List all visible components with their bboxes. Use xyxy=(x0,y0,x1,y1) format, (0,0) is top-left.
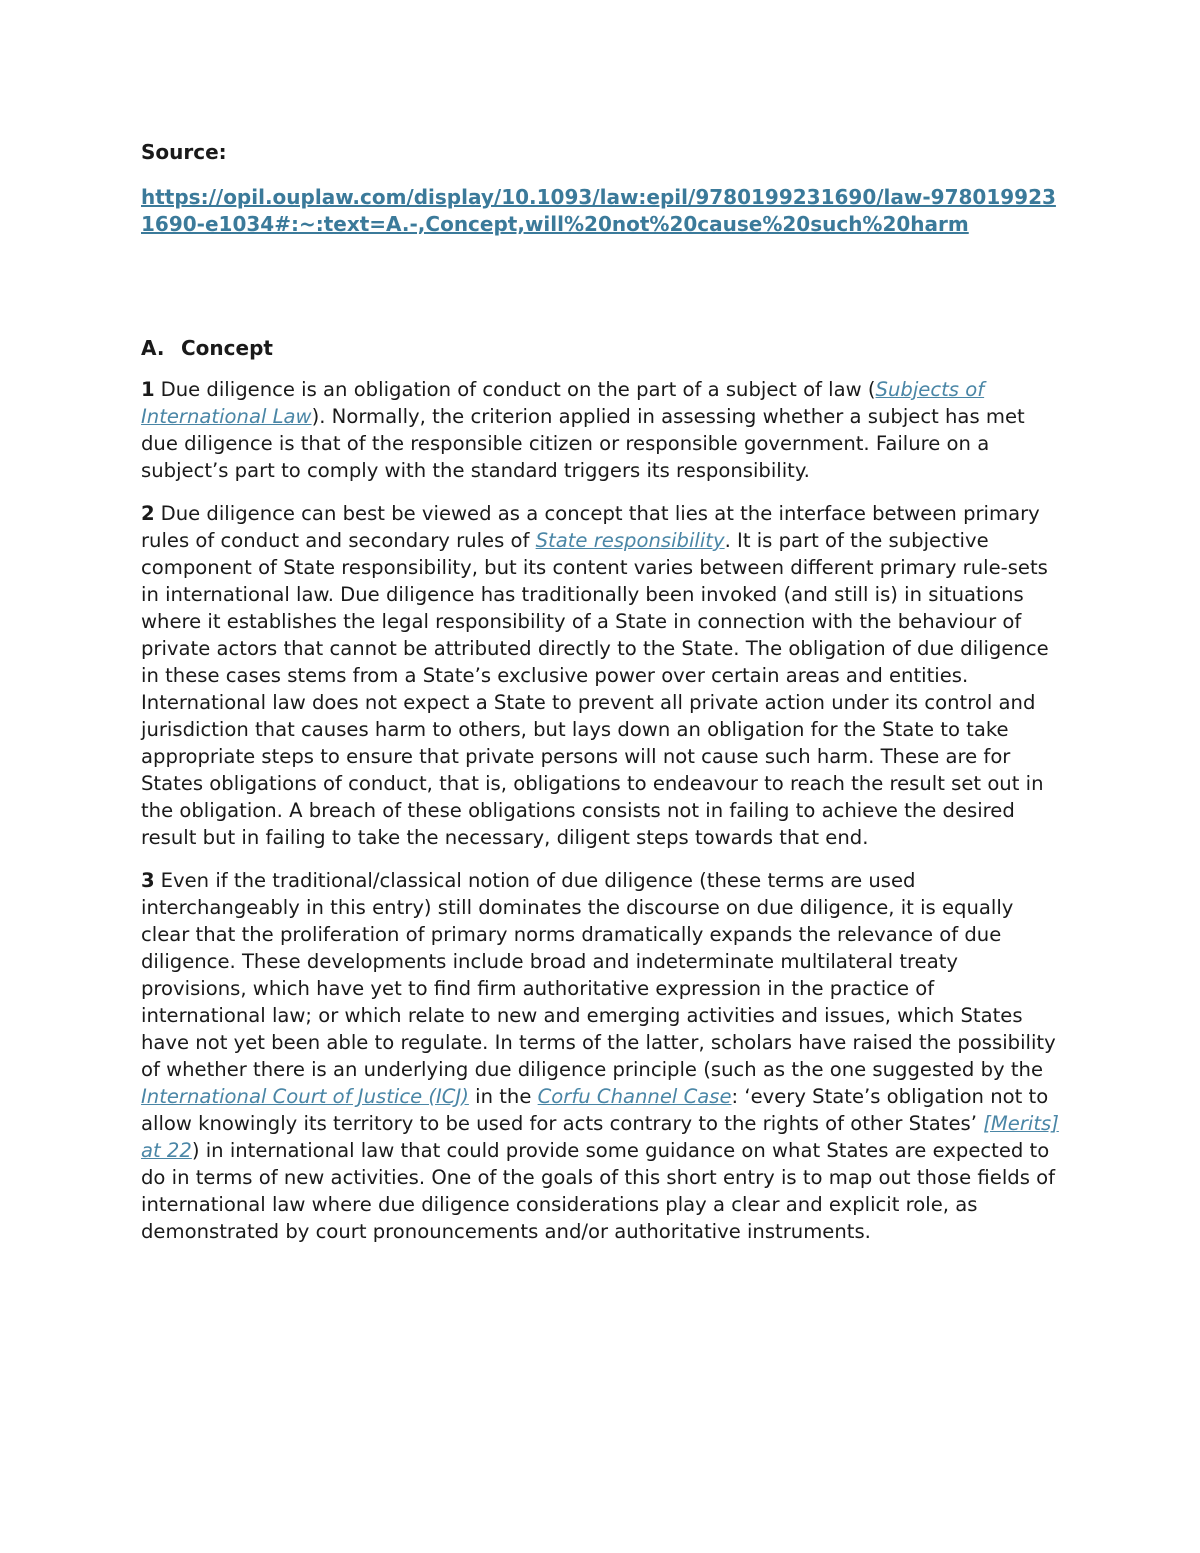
corfu-channel-case-link[interactable]: Corfu Channel Case xyxy=(537,1085,732,1108)
paragraph-number: 3 xyxy=(141,869,155,892)
source-label: Source: xyxy=(141,140,227,164)
paragraph-text: Even if the traditional/classical notion of due diligence (these terms are used interchangeably in this entry) still dominates the discourse on due diligence, it is equally clear that the proliferation of primary norms dramatically expands the relevance of due diligence. These developments include broad and indeterminate multilateral treaty provisions, which have yet to find firm authoritative expression in the practice of international law; or which relate to new and emerging activities and issues, which States have not yet been able to regulate. In terms of the latter, scholars have raised the possibility of whether there is an underlying due diligence principle (such as the one suggested by the xyxy=(141,869,1056,1081)
paragraph-text: ) in international law that could provide some guidance on what States are expected to do in terms of new activities. One of the goals of this short entry is to map out those fields of international law where due diligence considerations play a clear and explicit role, as demonstrated by court pronouncements and/or authoritative instruments. xyxy=(141,1139,1056,1243)
source-url-link[interactable]: https://opil.ouplaw.com/display/10.1093/law:epil/9780199231690/law-9780199231690-e1034#:~:text=A.-,Concept,will%20not%20cause%20such%20harm xyxy=(141,185,1056,236)
section-letter: A. xyxy=(141,336,165,360)
subjects-of-international-law-link[interactable]: Subjects of International Law xyxy=(141,378,985,428)
paragraph-text: ). Normally, the criterion applied in assessing whether a subject has met due diligence is that of the responsible citizen or responsible government. Failure on a subject’s part to comply with the standard triggers its responsibility. xyxy=(141,405,1025,482)
icj-link[interactable]: International Court of Justice (ICJ) xyxy=(141,1085,469,1108)
merits-at-22-link[interactable]: [Merits] at 22 xyxy=(141,1112,1059,1162)
paragraph-text: in the xyxy=(468,1085,538,1108)
paragraph-text: . It is part of the subjective component of State responsibility, but its content varies between different primary rule-sets in international law. Due diligence has traditionally been invoked (and still is) in situations where it establishes the legal responsibility of a State in connection with the behaviour of private actors that cannot be attributed directly to the State. The obligation of due diligence in these cases stems from a State’s exclusive power over certain areas and entities. International law does not expect a State to prevent all private action under its control and jurisdiction that causes harm to others, but lays down an obligation for the State to take appropriate steps to ensure that private persons will not cause such harm. These are for States obligations of conduct, that is, obligations to endeavour to reach the result set out in the obligation. A breach of these obligations consists not in failing to achieve the desired result but in failing to take the necessary, diligent steps towards that end. xyxy=(141,529,1049,849)
paragraph-2 xyxy=(141,500,1061,851)
paragraph-3 xyxy=(141,867,1061,1245)
paragraph-number: 1 xyxy=(141,378,155,401)
state-responsibility-link[interactable]: State responsibility xyxy=(535,529,725,552)
section-heading xyxy=(141,335,1060,362)
paragraph-text: : ‘every State’s obligation not to allow knowingly its territory to be used for acts contrary to the rights of other States’ xyxy=(141,1085,1049,1135)
section-title: Concept xyxy=(181,336,273,360)
paragraph-text: Due diligence can best be viewed as a concept that lies at the interface between primary rules of conduct and secondary rules of xyxy=(141,502,1040,552)
paragraph-text: Due diligence is an obligation of conduct on the part of a subject of law ( xyxy=(160,378,876,401)
paragraph-number: 2 xyxy=(141,502,155,525)
paragraph-1 xyxy=(141,376,1061,484)
